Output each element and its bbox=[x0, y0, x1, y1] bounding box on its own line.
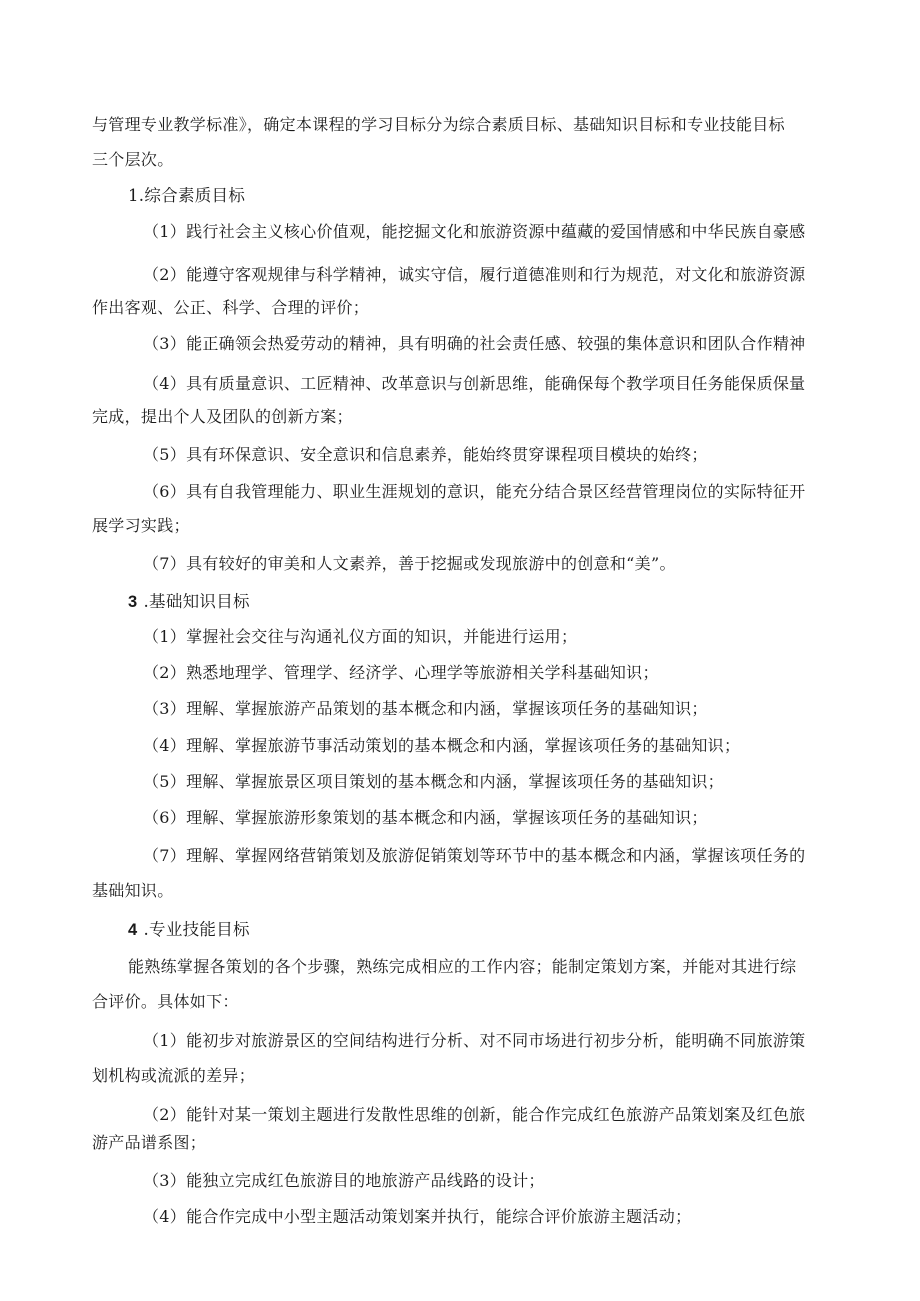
section-4-item-2-cont: 游产品谱系图； bbox=[92, 1133, 207, 1152]
section-4-item-3: （3）能独立完成红色旅游目的地旅游产品线路的设计； bbox=[143, 1171, 545, 1190]
section-1-item-1: （1）践行社会主义核心价值观，能挖掘文化和旅游资源中蕴藏的爱国情感和中华民族自豪感 bbox=[143, 222, 806, 241]
section-1-item-5: （5）具有环保意识、安全意识和信息素养，能始终贯穿课程项目模块的始终； bbox=[143, 445, 708, 464]
section-3-item-6: （6）理解、掌握旅游形象策划的基本概念和内涵，掌握该项任务的基础知识； bbox=[143, 808, 708, 827]
intro-line-2: 三个层次。 bbox=[92, 150, 174, 169]
section-4-item-1-cont: 划机构或流派的差异； bbox=[92, 1066, 256, 1085]
section-3-item-5: （5）理解、掌握旅景区项目策划的基本概念和内涵，掌握该项任务的基础知识； bbox=[143, 772, 724, 791]
section-1-item-2: （2）能遵守客观规律与科学精神，诚实守信，履行道德准则和行为规范，对文化和旅游资源 bbox=[143, 265, 806, 284]
section-4-number: 4 bbox=[128, 921, 138, 939]
section-3-heading bbox=[128, 583, 250, 621]
section-3-item-1: （1）掌握社会交往与沟通礼仪方面的知识，并能进行运用； bbox=[143, 627, 578, 646]
section-1-item-7: （7）具有较好的审美和人文素养，善于挖掘或发现旅游中的创意和“美”。 bbox=[143, 554, 676, 573]
section-1-item-4: （4）具有质量意识、工匠精神、改革意识与创新思维，能确保每个教学项目任务能保质保量 bbox=[143, 374, 806, 393]
section-4-heading bbox=[128, 911, 250, 949]
section-3-item-2: （2）熟悉地理学、管理学、经济学、心理学等旅游相关学科基础知识； bbox=[143, 663, 659, 682]
section-4-item-4: （4）能合作完成中小型主题活动策划案并执行，能综合评价旅游主题活动； bbox=[143, 1207, 692, 1226]
section-4-item-1: （1）能初步对旅游景区的空间结构进行分析、对不同市场进行初步分析，能明确不同旅游策 bbox=[143, 1031, 806, 1050]
section-1-heading: 1.综合素质目标 bbox=[128, 186, 246, 205]
section-1-item-6: （6）具有自我管理能力、职业生涯规划的意识，能充分结合景区经营管理岗位的实际特征开 bbox=[143, 482, 806, 501]
section-3-item-3: （3）理解、掌握旅游产品策划的基本概念和内涵，掌握该项任务的基础知识； bbox=[143, 699, 708, 718]
section-1-item-6-cont: 展学习实践； bbox=[92, 516, 190, 535]
section-1-item-3: （3）能正确领会热爱劳动的精神，具有明确的社会责任感、较强的集体意识和团队合作精神 bbox=[143, 334, 806, 353]
intro-line-1: 与管理专业教学标准》，确定本课程的学习目标分为综合素质目标、基础知识目标和专业技能目标 bbox=[92, 115, 785, 134]
section-3-item-7-cont: 基础知识。 bbox=[92, 881, 174, 900]
section-4-item-2: （2）能针对某一策划主题进行发散性思维的创新，能合作完成红色旅游产品策划案及红色旅 bbox=[143, 1105, 806, 1124]
section-3-item-7: （7）理解、掌握网络营销策划及旅游促销策划等环节中的基本概念和内涵，掌握该项任务的 bbox=[143, 846, 806, 865]
section-1-item-4-cont: 完成，提出个人及团队的创新方案； bbox=[92, 407, 353, 426]
section-4-intro-cont: 合评价。具体如下： bbox=[92, 992, 239, 1011]
section-1-item-2-cont: 作出客观、公正、科学、合理的评价； bbox=[92, 298, 370, 317]
section-3-title: .基础知识目标 bbox=[143, 592, 250, 611]
section-3-item-4: （4）理解、掌握旅游节事活动策划的基本概念和内涵，掌握该项任务的基础知识； bbox=[143, 736, 741, 755]
section-4-intro: 能熟练掌握各策划的各个步骤，熟练完成相应的工作内容；能制定策划方案，并能对其进行综 bbox=[128, 957, 797, 976]
section-4-title: .专业技能目标 bbox=[143, 920, 250, 939]
section-3-number: 3 bbox=[128, 593, 138, 611]
